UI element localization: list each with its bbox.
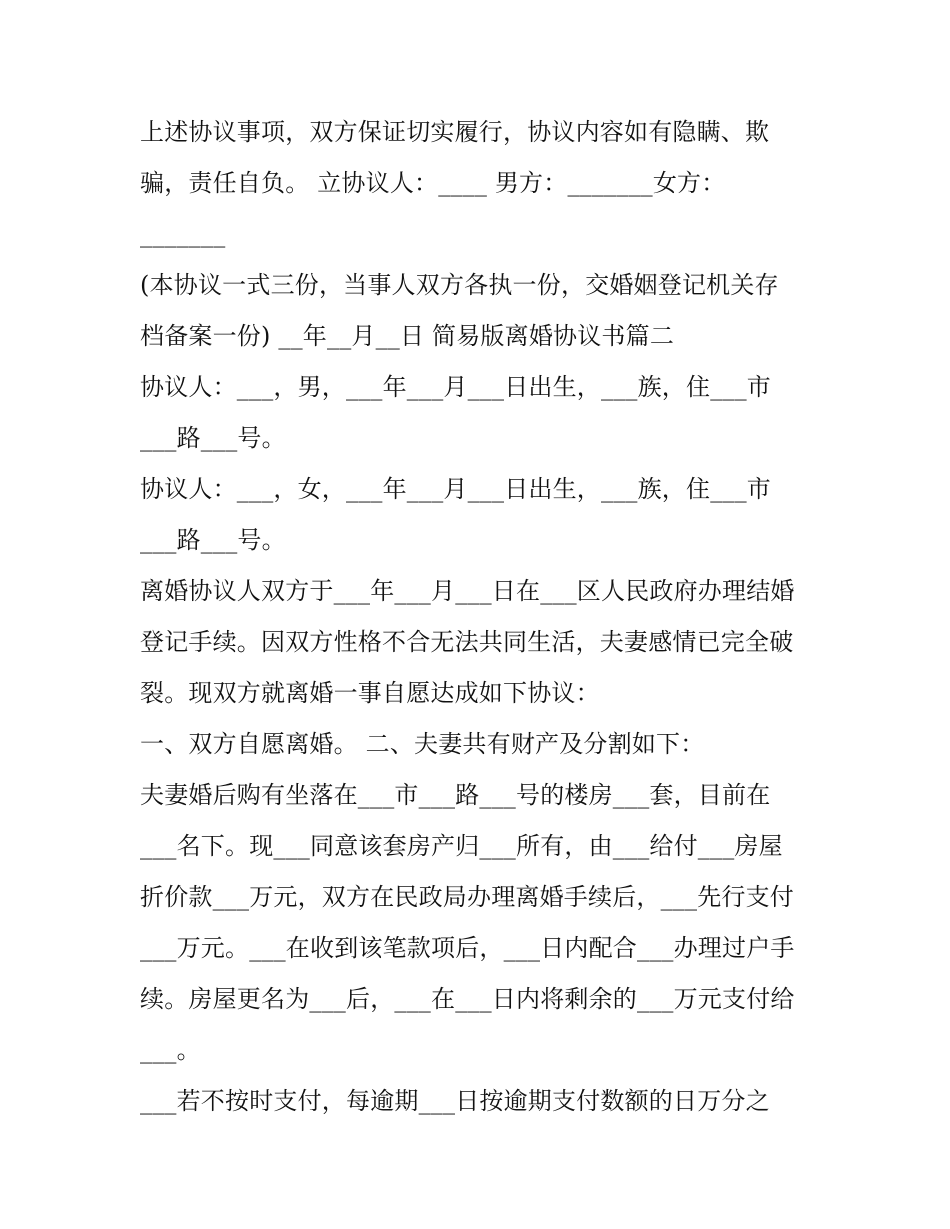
text-line: ___。: [140, 1036, 201, 1064]
text-line: 续。房屋更名为___后，___在___日内将剩余的___万元支付给: [140, 985, 795, 1013]
text-line: ___若不按时支付，每逾期___日按逾期支付数额的日万分之: [140, 1087, 770, 1115]
text-line: ___万元。___在收到该笔款项后，___日内配合___办理过户手: [140, 934, 795, 962]
text-line: 登记手续。因双方性格不合无法共同生活，夫妻感情已完全破: [140, 628, 794, 656]
text-line: 离婚协议人双方于___年___月___日在___区人民政府办理结婚: [140, 577, 795, 605]
text-line: 协议人：___，女，___年___月___日出生，___族，住___市: [140, 475, 771, 503]
text-line: _______: [140, 220, 226, 248]
text-line: 上述协议事项，双方保证切实履行，协议内容如有隐瞒、欺: [140, 118, 770, 146]
text-line: 档备案一份) __年__月__日 简易版离婚协议书篇二: [140, 322, 675, 350]
document-body: [140, 107, 820, 1127]
text-line: ___路___号。: [140, 526, 286, 554]
text-line: 骗，责任自负。 立协议人：____ 男方：_______女方：: [140, 169, 726, 197]
text-line: 折价款___万元，双方在民政局办理离婚手续后，___先行支付: [140, 883, 794, 911]
text-line: 一、双方自愿离婚。 二、夫妻共有财产及分割如下：: [140, 730, 705, 758]
text-line: (本协议一式三份，当事人双方各执一份，交婚姻登记机关存: [140, 271, 779, 299]
text-line: 夫妻婚后购有坐落在___市___路___号的楼房___套，目前在: [140, 781, 771, 809]
text-line: 协议人：___，男，___年___月___日出生，___族，住___市: [140, 373, 771, 401]
text-line: 裂。现双方就离婚一事自愿达成如下协议：: [140, 679, 600, 707]
text-line: ___名下。现___同意该套房产归___所有，由___给付___房屋: [140, 832, 783, 860]
text-line: ___路___号。: [140, 424, 286, 452]
